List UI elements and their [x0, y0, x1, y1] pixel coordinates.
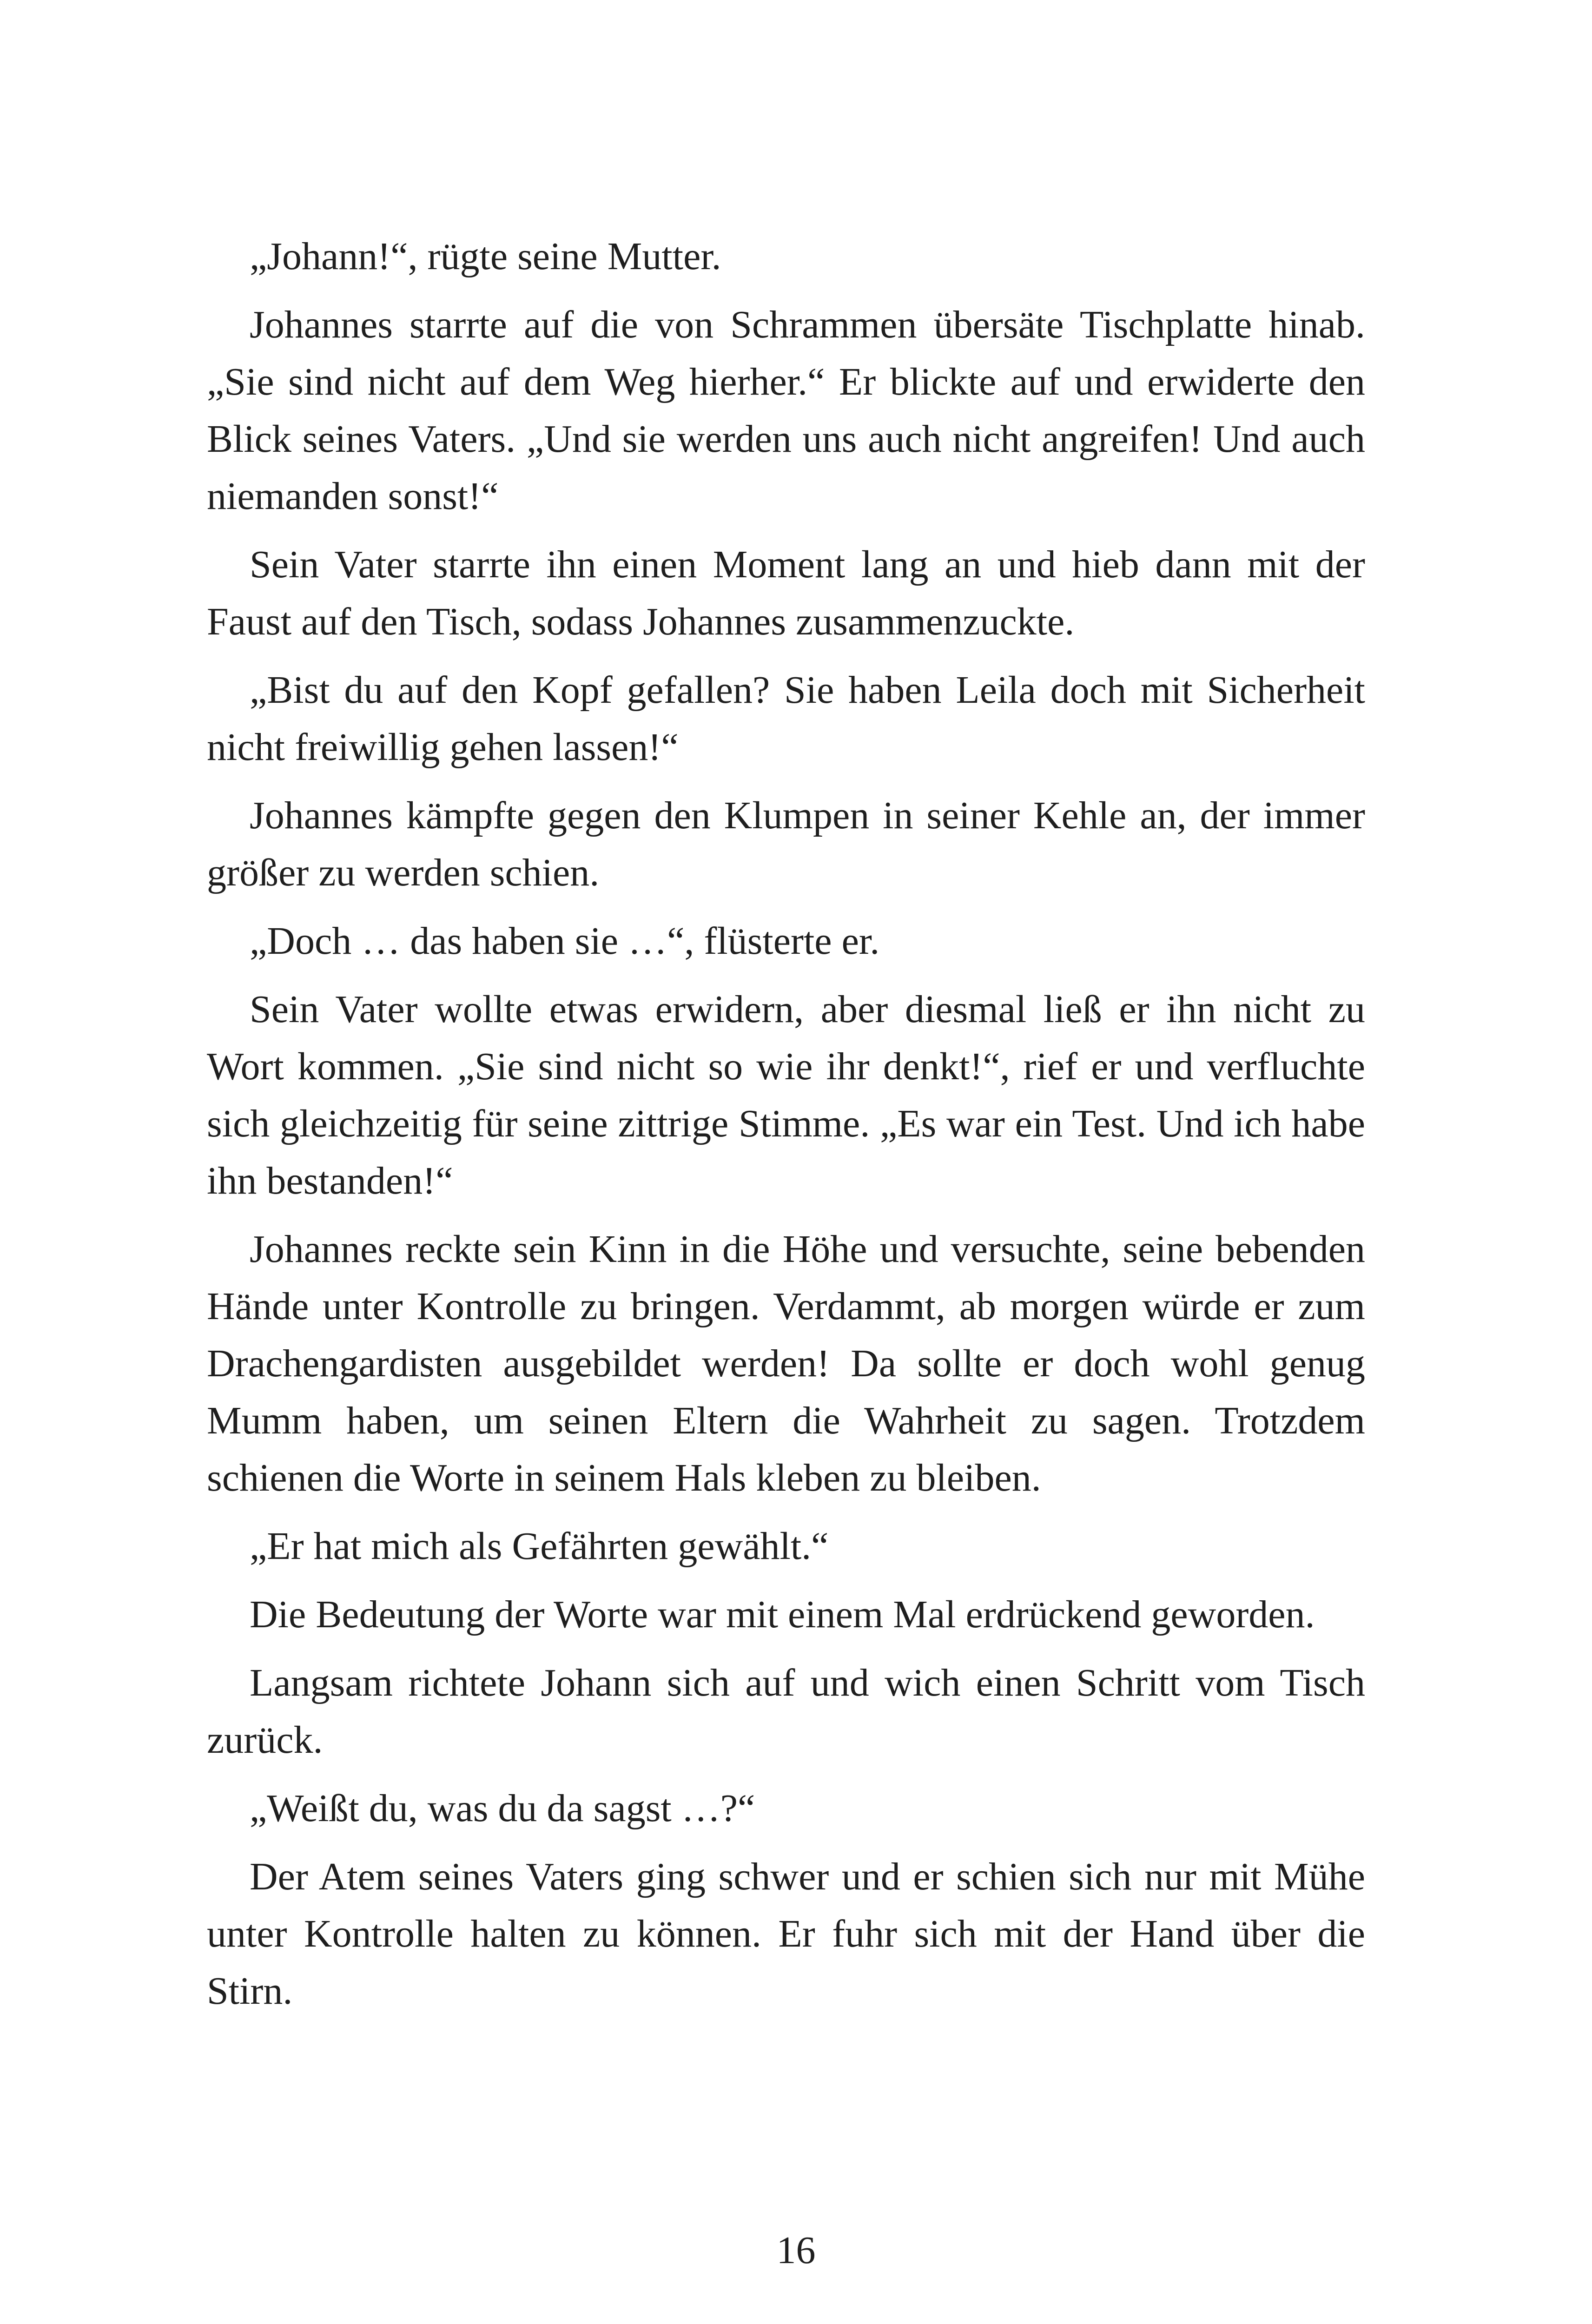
paragraph: Johannes kämpfte gegen den Klumpen in seiner Kehle an, der immer größer zu werden schien.: [207, 794, 1365, 894]
paragraph: Die Bedeutung der Worte war mit einem Mal erdrückend geworden.: [250, 1593, 1315, 1636]
paragraph: „Er hat mich als Gefährten gewählt.“: [250, 1525, 829, 1568]
paragraph: Der Atem seines Vaters ging schwer und er schien sich nur mit Mühe unter Kontrolle halten zu können. Er fuhr sich mit der Hand über die Stirn.: [207, 1855, 1365, 2013]
paragraph: Johannes reckte sein Kinn in die Höhe und versuchte, seine bebenden Hände unter Kontrolle zu bringen. Verdammt, ab morgen würde er zum Drachengardisten ausgebildet werden! Da sollte er doch wohl genug Mumm haben, um seinen Eltern die Wahrheit zu sagen. Trotzdem schienen die Worte in seinem Hals kleben zu bleiben.: [207, 1228, 1365, 1499]
paragraph: Sein Vater starrte ihn einen Moment lang an und hieb dann mit der Faust auf den Tisch, sodass Johannes zusammenzuckte.: [207, 543, 1365, 643]
paragraph: „Bist du auf den Kopf gefallen? Sie haben Leila doch mit Sicherheit nicht freiwillig gehen lassen!“: [207, 668, 1365, 769]
body-text: [207, 228, 1365, 2031]
paragraph: „Doch … das haben sie …“, flüsterte er.: [250, 919, 880, 963]
paragraph: Johannes starrte auf die von Schrammen übersäte Tischplatte hinab. „Sie sind nicht auf dem Weg hierher.“ Er blickte auf und erwiderte den Blick seines Vaters. „Und sie werden uns auch nicht angreifen! Und auch niemanden sonst!“: [207, 303, 1365, 518]
paragraph: „Weißt du, was du da sagst …?“: [250, 1787, 755, 1830]
paragraph: Sein Vater wollte etwas erwidern, aber diesmal ließ er ihn nicht zu Wort kommen. „Sie sind nicht so wie ihr denkt!“, rief er und verfluchte sich gleichzeitig für seine zittrige Stimme. „Es war ein Test. Und ich habe ihn bestanden!“: [207, 988, 1365, 1202]
paragraph: Langsam richtete Johann sich auf und wich einen Schritt vom Tisch zurück.: [207, 1661, 1365, 1762]
page-number: 16: [776, 2229, 816, 2272]
paragraph: „Johann!“, rügte seine Mutter.: [250, 235, 721, 278]
